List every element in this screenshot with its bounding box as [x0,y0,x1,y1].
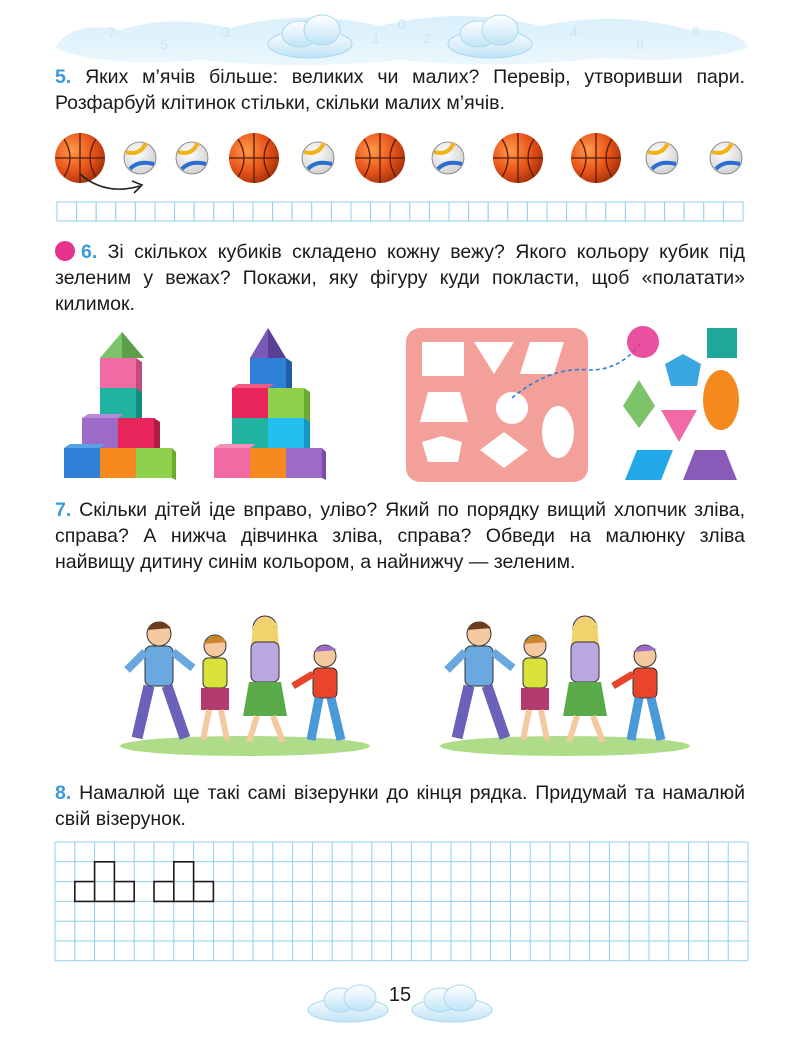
task-6-number: 6. [81,241,98,263]
volleyball [710,142,742,174]
coloring-cell[interactable] [665,202,685,221]
coloring-cell[interactable] [292,202,312,221]
children-group-left[interactable] [115,612,375,762]
basketball [493,133,543,183]
coloring-cell[interactable] [273,202,293,221]
coloring-cell[interactable] [429,202,449,221]
task-7-text: Скільки дітей іде вправо, уліво? Який по порядку вищий хлопчик зліва, справа? А нижча дівчинка зліва, справа? Обведи на малюнку зліва найвищу дитину синім кольором, а найнижчу — зеленим. [55,499,745,573]
volleyball [432,142,464,174]
coloring-cell[interactable] [488,202,508,221]
task-5 [55,64,745,116]
header-number-2: 2 [424,30,432,46]
task-7-number: 7. [55,499,72,521]
coloring-cell[interactable] [194,202,214,221]
header-number-8: 8 [692,24,700,40]
task-5-text: Яких м’ячів більше: великих чи малих? Перевір, утворивши пари. Розфарбуй клітинок стільки, скільки малих м’ячів. [55,66,746,114]
coloring-cell[interactable] [625,202,645,221]
coloring-cell[interactable] [684,202,704,221]
coloring-cell[interactable] [390,202,410,221]
header-number-7: 7 [108,24,116,40]
task-7 [55,497,745,575]
coloring-cell[interactable] [704,202,724,221]
header-number-4: 4 [570,24,578,40]
page-number: 15 [388,984,412,1006]
task-6-text: Зі скількох кубиків складено кожну вежу? Якого кольору кубик під зеленим у вежах? Покажи, яку фігуру куди покласти, щоб «полатати» килимок. [55,241,745,315]
coloring-cell[interactable] [567,202,587,221]
coloring-cell[interactable] [96,202,116,221]
coloring-cell[interactable] [449,202,469,221]
header-number-6: 6 [636,36,644,52]
coloring-cell[interactable] [527,202,547,221]
header-number-0: 0 [398,16,406,32]
coloring-cell[interactable] [586,202,606,221]
coloring-cell[interactable] [606,202,626,221]
header-number-5: 5 [160,36,168,52]
coloring-cell[interactable] [371,202,391,221]
header-number-1: 1 [372,30,380,46]
coloring-cell[interactable] [77,202,97,221]
tower-right [210,322,330,482]
coloring-cell[interactable] [175,202,195,221]
coloring-cell[interactable] [233,202,253,221]
loose-shapes [615,324,755,484]
coloring-cell[interactable] [155,202,175,221]
coloring-cells[interactable] [0,200,800,230]
basketball [355,133,405,183]
task-8 [55,780,745,832]
coloring-cell[interactable] [469,202,489,221]
tower-left [60,322,180,482]
coloring-cell[interactable] [57,202,77,221]
children-group-right [435,612,695,762]
volleyball [646,142,678,174]
coloring-cell[interactable] [547,202,567,221]
coloring-cell[interactable] [253,202,273,221]
coloring-cell[interactable] [116,202,136,221]
coloring-cell[interactable] [312,202,332,221]
basketball [571,133,621,183]
task-6 [55,239,745,317]
coloring-cell[interactable] [214,202,234,221]
volleyball [302,142,334,174]
task-5-number: 5. [55,66,72,88]
coloring-cell[interactable] [723,202,743,221]
pattern-grid[interactable] [0,840,800,970]
pink-dot-marker [55,241,75,261]
coloring-cell[interactable] [135,202,155,221]
header-number-3: 3 [222,24,230,40]
coloring-cell[interactable] [645,202,665,221]
coloring-cell[interactable] [508,202,528,221]
task-8-number: 8. [55,782,72,804]
task-8-text: Намалюй ще такі самі візерунки до кінця рядка. Придумай та намалюй свій візерунок. [55,782,745,830]
coloring-cell[interactable] [331,202,351,221]
coloring-cell[interactable] [410,202,430,221]
coloring-cell[interactable] [351,202,371,221]
